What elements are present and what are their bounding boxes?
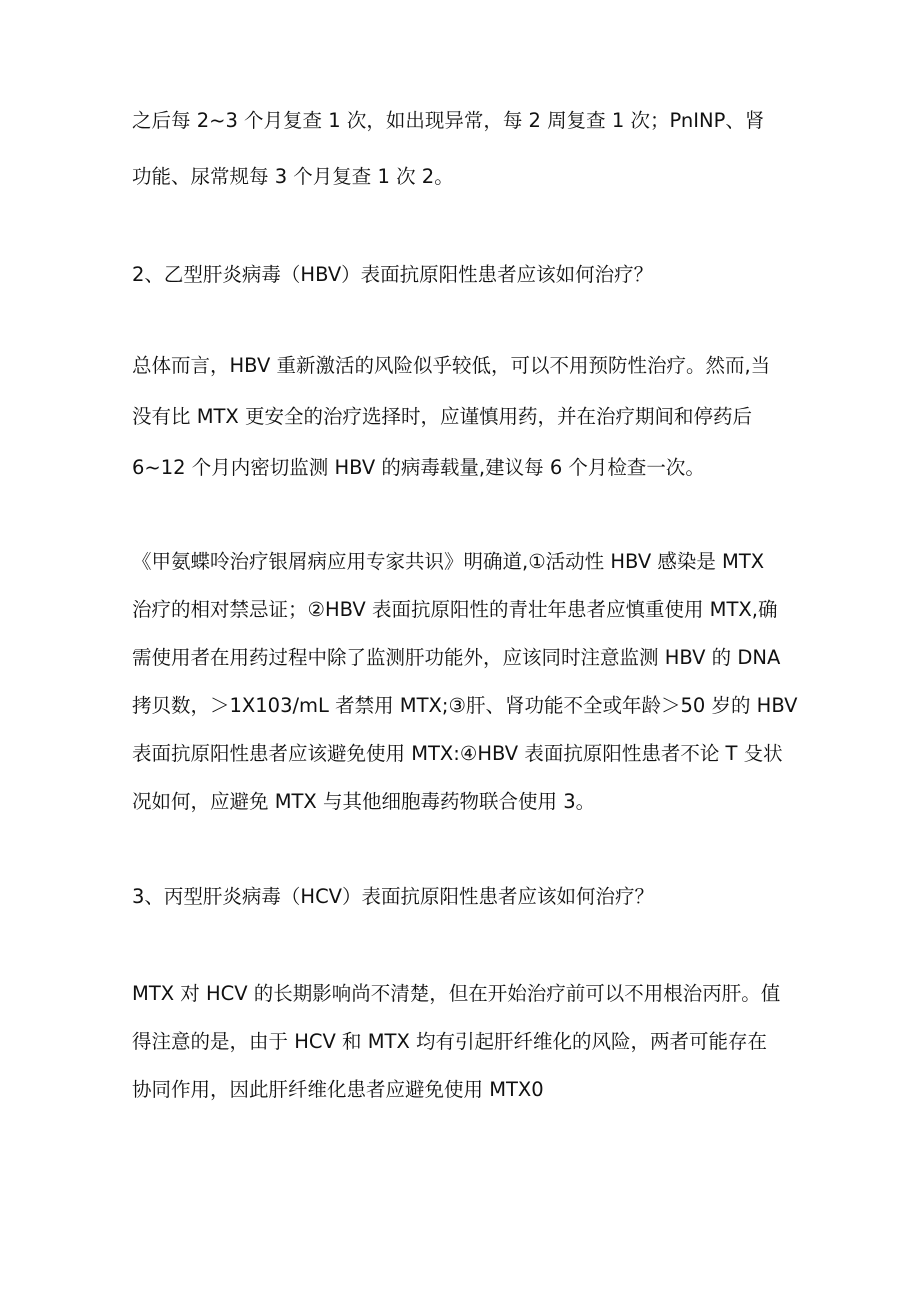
paragraph-4-line-1: MTX 对 HCV 的长期影响尚不清楚，但在开始治疗前可以不用根治丙肝。值 — [132, 982, 781, 1005]
paragraph-3-line-2: 治疗的相对禁忌证；②HBV 表面抗原阳性的青壮年患者应慎重使用 MTX,确 — [132, 598, 778, 621]
paragraph-3-line-3: 需使用者在用药过程中除了监测肝功能外，应该同时注意监测 HBV 的 DNA — [132, 646, 781, 669]
paragraph-4-line-3: 协同作用，因此肝纤维化患者应避免使用 MTX0 — [132, 1078, 544, 1101]
paragraph-4-line-2: 得注意的是，由于 HCV 和 MTX 均有引起肝纤维化的风险，两者可能存在 — [132, 1030, 768, 1053]
paragraph-2-line-2: 没有比 MTX 更安全的治疗选择时，应谨慎用药，并在治疗期间和停药后 — [132, 405, 752, 428]
paragraph-2-line-3: 6~12 个月内密切监测 HBV 的病毒载量,建议每 6 个月检查一次。 — [132, 456, 705, 479]
section-heading-hcv: 3、丙型肝炎病毒（HCV）表面抗原阳性患者应该如何治疗？ — [132, 885, 655, 908]
paragraph-1-line-1: 之后每 2~3 个月复查 1 次，如出现异常，每 2 周复查 1 次；PnINP、肾 — [132, 109, 765, 132]
paragraph-3-line-1: 《甲氨蝶呤治疗银屑病应用专家共识》明确道,①活动性 HBV 感染是 MTX — [132, 550, 765, 573]
paragraph-3-line-6: 况如何，应避免 MTX 与其他细胞毒药物联合使用 3。 — [132, 790, 596, 813]
paragraph-2-line-1: 总体而言，HBV 重新激活的风险似乎较低，可以不用预防性治疗。然而,当 — [132, 354, 771, 377]
paragraph-3-line-4: 拷贝数，＞1X103/mL 者禁用 MTX;③肝、肾功能不全或年龄＞50 岁的 HBV — [132, 694, 798, 717]
paragraph-1-line-2: 功能、尿常规每 3 个月复查 1 次 2。 — [132, 165, 454, 188]
section-heading-hbv: 2、乙型肝炎病毒（HBV）表面抗原阳性患者应该如何治疗？ — [132, 263, 654, 286]
paragraph-3-line-5: 表面抗原阳性患者应该避免使用 MTX:④HBV 表面抗原阳性患者不论 T 殳状 — [132, 742, 783, 765]
